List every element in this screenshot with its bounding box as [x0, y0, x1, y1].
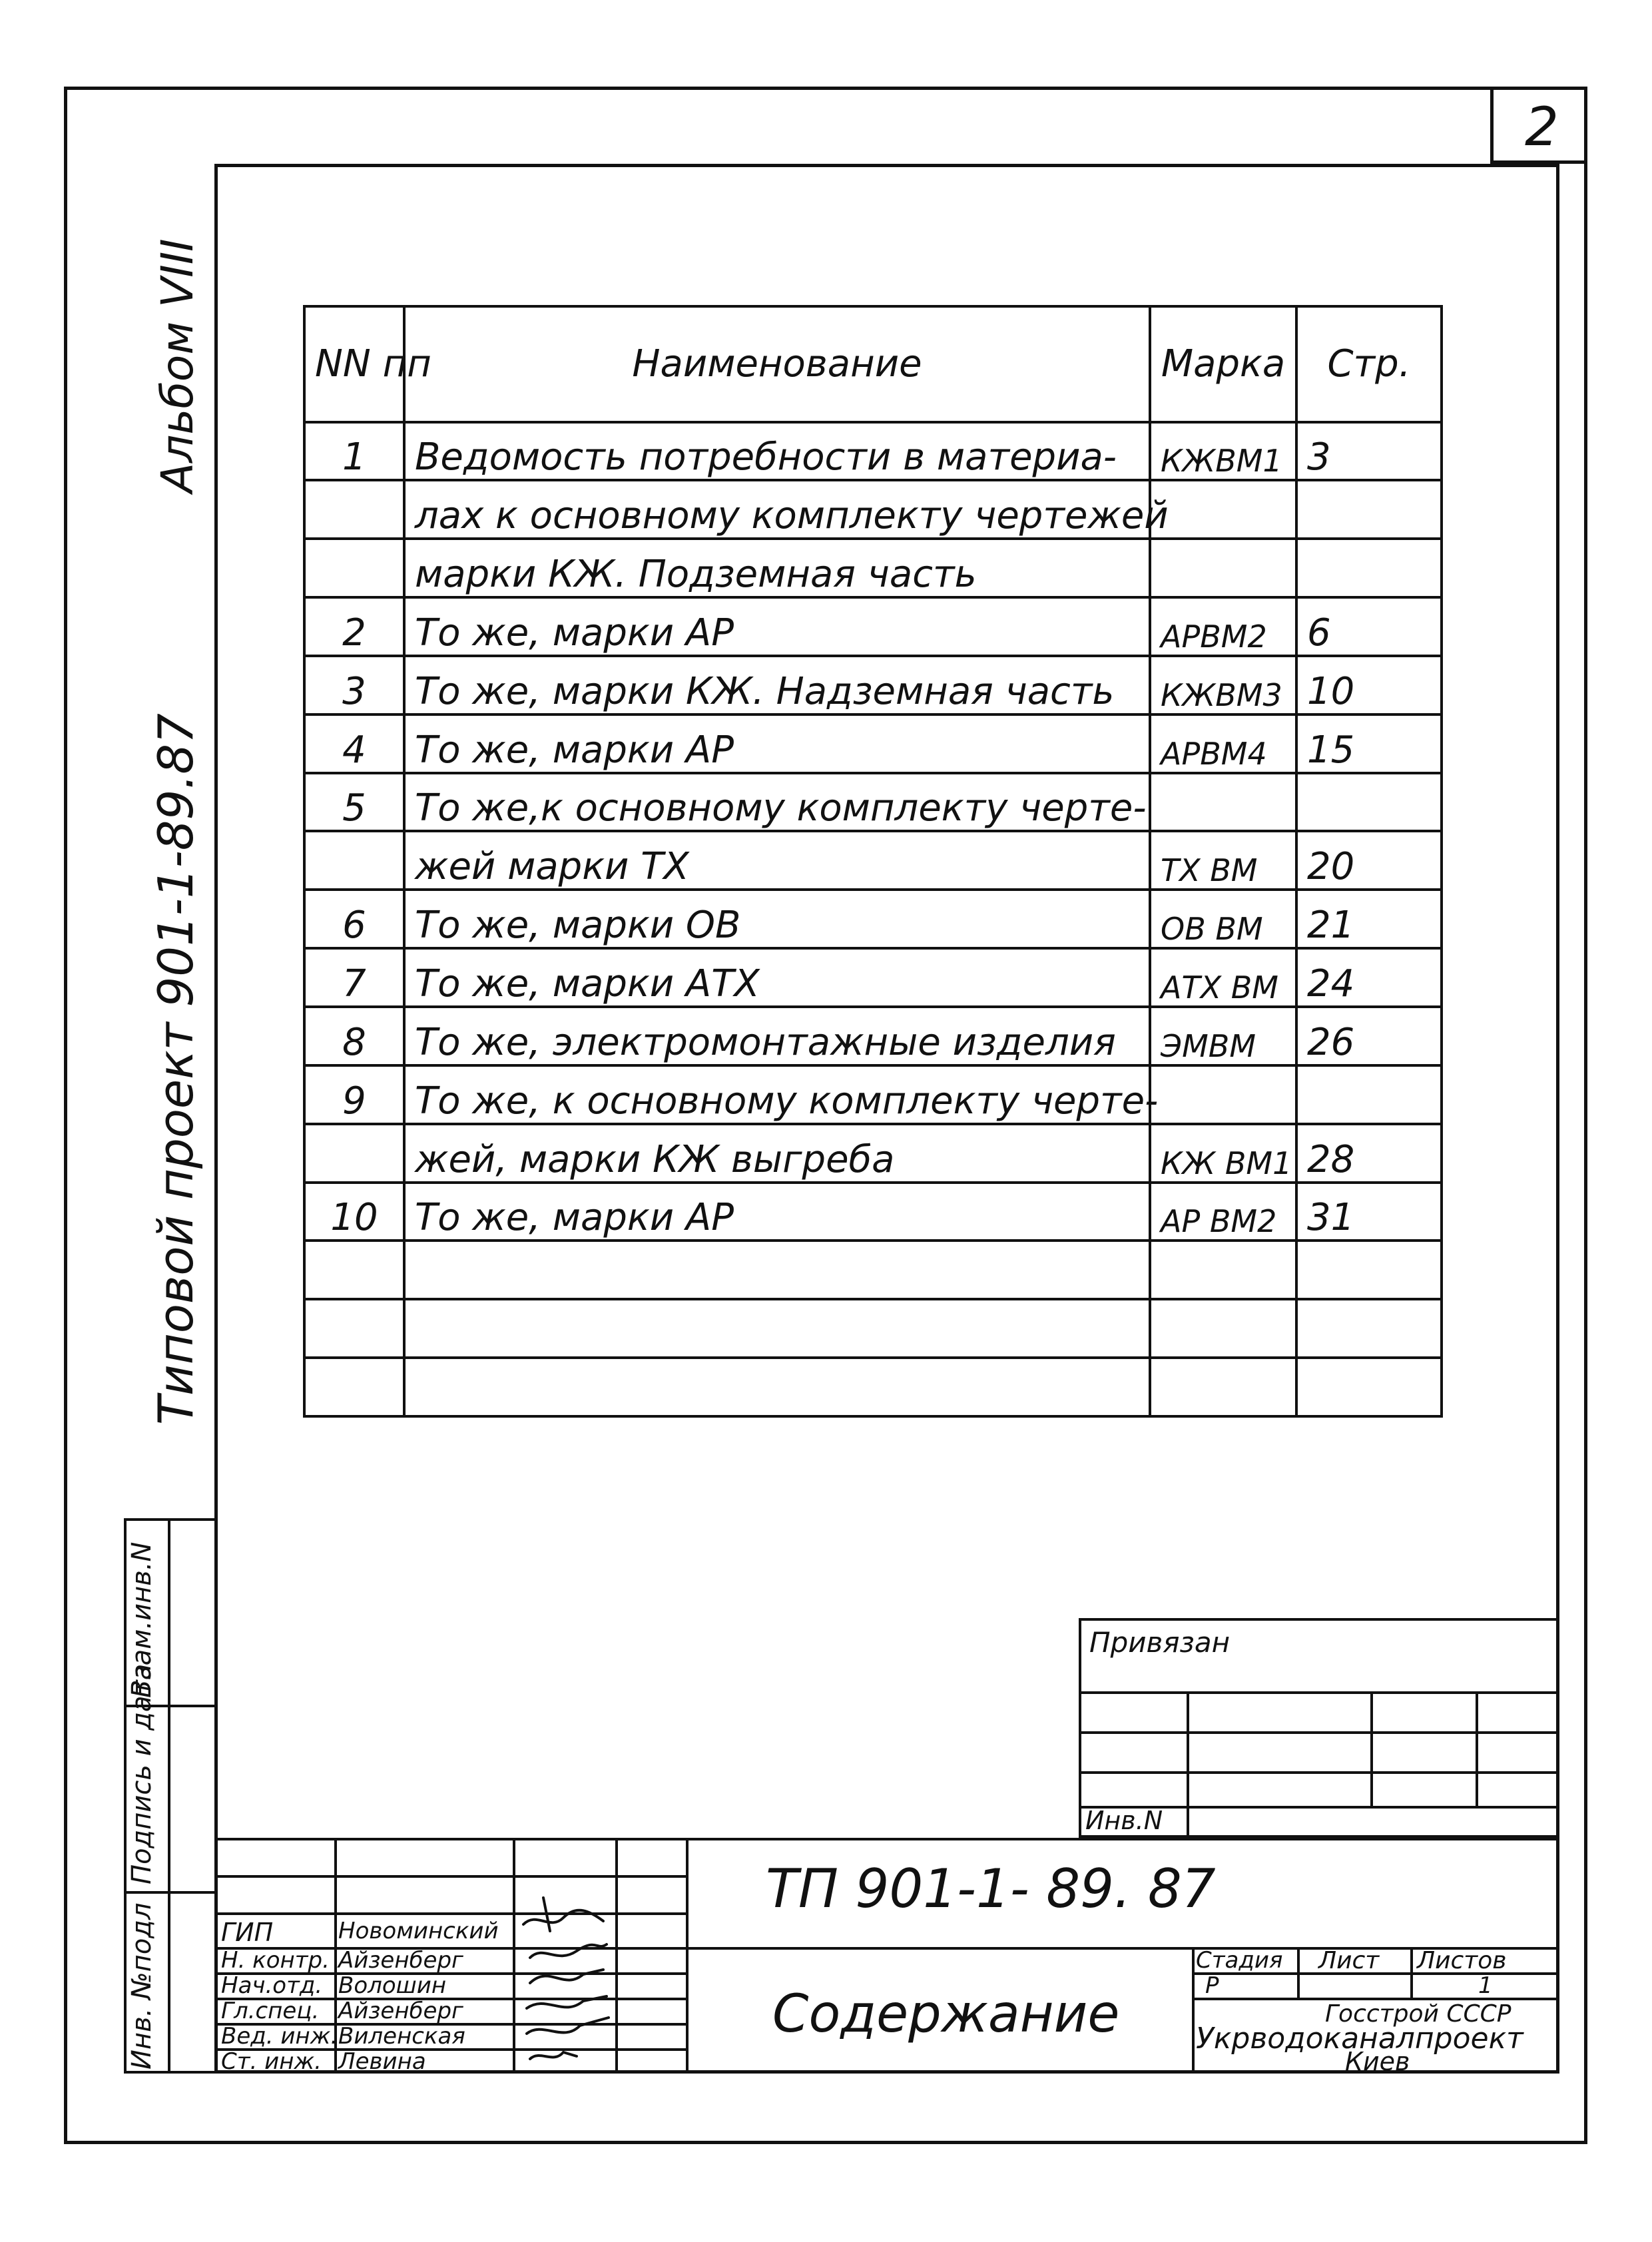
row-no: 4: [304, 714, 404, 773]
row-page: 21: [1296, 890, 1442, 948]
row-name: То же, марки КЖ. Надземная часть: [404, 656, 1150, 714]
row-no: 7: [304, 948, 404, 1007]
name-gip: Новоминский: [338, 1918, 499, 1944]
row-no: [304, 1124, 404, 1183]
row-page: [1296, 539, 1442, 597]
album-label: Альбом VIII: [152, 238, 203, 493]
row-no: [304, 831, 404, 890]
name-norm-control: Айзенберг: [338, 1947, 463, 1974]
row-no: [304, 539, 404, 597]
row-page: [1296, 480, 1442, 539]
sheets-label: Листов: [1417, 1947, 1507, 1974]
row-page: 24: [1296, 948, 1442, 1007]
role-senior-engineer: Ст. инж.: [221, 2048, 322, 2075]
row-mark: ЭМВМ: [1150, 1007, 1296, 1065]
role-dept-head: Нач.отд.: [221, 1972, 323, 1999]
row-name: То же, марки АТХ: [404, 948, 1150, 1007]
binding-grid-line: [1079, 1691, 1559, 1694]
name-senior-engineer: Левина: [338, 2048, 426, 2075]
stamp-inv-original: Инв. №подл: [127, 1902, 157, 2070]
title-grid-line: [513, 1838, 515, 2074]
org-line-2: Укрводоканалпроект: [1196, 2022, 1523, 2056]
sheet-number: 2: [1525, 96, 1559, 158]
project-label: Типовой проект 901-1-89.87: [148, 713, 204, 1425]
row-page: [1296, 1358, 1442, 1416]
row-page: [1296, 1299, 1442, 1358]
row-mark: ТХ ВМ: [1150, 831, 1296, 890]
row-page: 6: [1296, 597, 1442, 656]
row-no: [304, 1358, 404, 1416]
col-header-page: Стр.: [1296, 306, 1442, 422]
stage-label: Стадия: [1196, 1947, 1283, 1974]
col-header-mark: Марка: [1150, 306, 1296, 422]
row-no: 3: [304, 656, 404, 714]
row-no: 5: [304, 773, 404, 832]
name-dept-head: Волошин: [338, 1972, 447, 1999]
row-page: [1296, 1241, 1442, 1299]
binding-grid-line: [1476, 1691, 1478, 1806]
row-page: [1296, 773, 1442, 832]
sheets-value: 1: [1478, 1972, 1493, 1999]
row-mark: [1150, 539, 1296, 597]
row-mark: КЖВМ1: [1150, 422, 1296, 481]
role-gip: ГИП: [221, 1918, 274, 1947]
row-name: [404, 1241, 1150, 1299]
row-name: То же, марки АР: [404, 597, 1150, 656]
drawing-designation: ТП 901-1- 89. 87: [766, 1858, 1216, 1920]
binding-grid-line: [1187, 1691, 1189, 1838]
binding-grid-line: [1079, 1731, 1559, 1734]
row-mark: АР ВМ2: [1150, 1183, 1296, 1241]
title-grid-line: [214, 1875, 686, 1878]
name-lead-engineer: Виленская: [338, 2023, 465, 2050]
row-mark: [1150, 1065, 1296, 1124]
stage-value: Р: [1205, 1972, 1219, 1999]
row-mark: [1150, 1358, 1296, 1416]
row-mark: [1150, 480, 1296, 539]
title-grid-line: [1297, 1947, 1300, 1998]
row-no: 9: [304, 1065, 404, 1124]
row-no: [304, 1241, 404, 1299]
sheet-label: Лист: [1318, 1947, 1380, 1974]
row-name: То же, к основному комплекту черте-: [404, 1065, 1150, 1124]
role-chief-specialist: Гл.спец.: [221, 1998, 320, 2024]
row-mark: АТХ ВМ: [1150, 948, 1296, 1007]
title-grid-line: [1410, 1947, 1413, 1998]
row-page: 20: [1296, 831, 1442, 890]
org-line-1: Госстрой СССР: [1325, 2000, 1512, 2028]
row-page: 26: [1296, 1007, 1442, 1065]
row-name: То же, марки АР: [404, 1183, 1150, 1241]
row-name: жей, марки КЖ выгреба: [404, 1124, 1150, 1183]
side-stamp-divider: [168, 1518, 170, 2074]
col-header-name: Наименование: [404, 306, 1150, 422]
row-name: То же,к основному комплекту черте-: [404, 773, 1150, 832]
row-no: 1: [304, 422, 404, 481]
row-no: 8: [304, 1007, 404, 1065]
row-page: 15: [1296, 714, 1442, 773]
binding-grid-line: [1079, 1771, 1559, 1774]
binding-label: Привязан: [1089, 1626, 1231, 1659]
row-name: марки КЖ. Подземная часть: [404, 539, 1150, 597]
row-name: Ведомость потребности в материа-: [404, 422, 1150, 481]
row-page: 10: [1296, 656, 1442, 714]
row-no: [304, 480, 404, 539]
table-header-row: [304, 306, 1442, 422]
row-name: [404, 1299, 1150, 1358]
stamp-signature-date: Подпись и дата: [127, 1663, 157, 1884]
row-no: 2: [304, 597, 404, 656]
col-header-no: NN пп: [304, 306, 404, 422]
row-mark: АРВМ2: [1150, 597, 1296, 656]
title-grid-line: [1192, 1947, 1195, 2074]
row-mark: ОВ ВМ: [1150, 890, 1296, 948]
name-chief-specialist: Айзенберг: [338, 1998, 463, 2024]
row-page: 3: [1296, 422, 1442, 481]
row-mark: АРВМ4: [1150, 714, 1296, 773]
row-name: То же, электромонтажные изделия: [404, 1007, 1150, 1065]
binding-inv-label: Инв.N: [1085, 1806, 1163, 1835]
contents-table: [303, 305, 1443, 1418]
side-stamp-divider: [124, 1891, 217, 1894]
row-no: 6: [304, 890, 404, 948]
row-name: То же, марки АР: [404, 714, 1150, 773]
row-name: То же, марки ОВ: [404, 890, 1150, 948]
row-mark: КЖ ВМ1: [1150, 1124, 1296, 1183]
title-grid-line: [686, 1838, 688, 2074]
row-name: [404, 1358, 1150, 1416]
role-norm-control: Н. контр.: [221, 1947, 330, 1974]
org-line-3: Киев: [1345, 2047, 1410, 2076]
row-mark: [1150, 1241, 1296, 1299]
row-no: [304, 1299, 404, 1358]
row-no: 10: [304, 1183, 404, 1241]
stamp-replacement-inv: Взам.инв.N: [127, 1541, 157, 1698]
sheet-title: Содержание: [772, 1984, 1120, 2044]
binding-grid-line: [1370, 1691, 1373, 1806]
row-page: [1296, 1065, 1442, 1124]
row-name: лах к основному комплекту чертежей: [404, 480, 1150, 539]
row-page: 28: [1296, 1124, 1442, 1183]
row-mark: [1150, 1299, 1296, 1358]
row-page: 31: [1296, 1183, 1442, 1241]
role-lead-engineer: Вед. инж.: [221, 2023, 338, 2050]
row-name: жей марки ТХ: [404, 831, 1150, 890]
row-mark: [1150, 773, 1296, 832]
signatures-graphic: [517, 1884, 617, 2071]
row-mark: КЖВМ3: [1150, 656, 1296, 714]
